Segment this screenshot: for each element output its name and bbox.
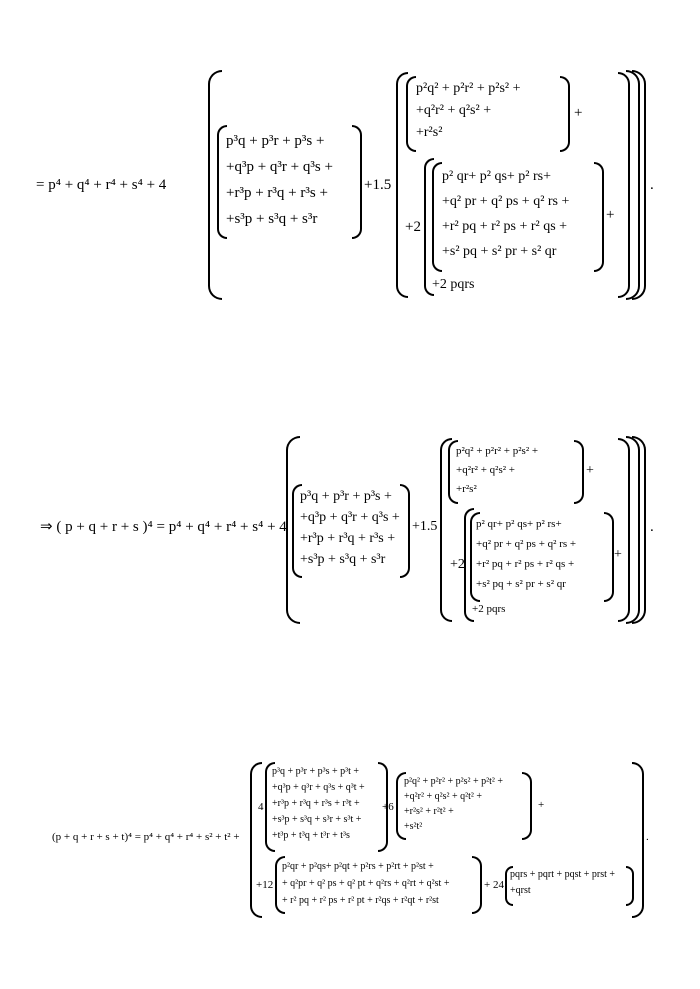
eq1-mixed-line-2: +q² pr + q² ps + q² rs +: [442, 194, 570, 209]
eq2-cubic-line-4: +s³p + s³q + s³r: [300, 552, 386, 567]
eq2-square-right-paren: [574, 440, 584, 504]
eq3-coef-12: +12: [256, 879, 274, 891]
eq2-square-line-3: +r²s²: [456, 483, 477, 495]
eq1-square-line-1: p²q² + p²r² + p²s² +: [416, 81, 521, 96]
eq3-square-terms: [404, 774, 503, 834]
eq2-cubic-line-3: +r³p + r³q + r³s +: [300, 531, 396, 546]
eq1-mixed-line-1: p² qr+ p² qs+ p² rs+: [442, 169, 551, 184]
eq3-square-line-1: p²q² + p²r² + p²s² + p²t² +: [404, 776, 504, 787]
eq2-cubic-right-paren: [400, 484, 410, 578]
eq2-mixed-line-3: +r² pq + r² ps + r² qs +: [476, 558, 575, 570]
eq2-mixed-terms: [476, 514, 576, 594]
eq1-mixed-plus: +: [606, 207, 615, 223]
eq3-coef-4: 4: [258, 801, 264, 813]
eq1-square-terms: [416, 78, 520, 144]
eq3-plus: +: [538, 799, 545, 811]
eq3-quad-line-1: pqrs + pqrt + pqst + prst +: [510, 869, 616, 880]
eq1-lhs: = p⁴ + q⁴ + r⁴ + s⁴ + 4: [36, 177, 167, 193]
eq2-cubic-line-2: +q³p + q³r + q³s +: [300, 510, 400, 525]
eq1-period: .: [650, 177, 654, 193]
eq3-square-line-3: +r²s² + r²t² +: [404, 806, 454, 817]
eq2-mixed-right-paren: [604, 512, 614, 602]
eq3-outer-left-paren: [250, 762, 262, 918]
eq3-coef-6: +6: [382, 801, 394, 813]
eq3-mixed-line-2: + q²pr + q² ps + q² pt + q²rs + q²rt + q²st +: [282, 878, 450, 889]
eq3-quad-right-paren: [626, 866, 634, 906]
eq3-cubic-line-2: +q³p + q³r + q³s + q³t +: [272, 782, 365, 793]
eq1-cubic-right-paren: [352, 125, 362, 239]
eq2-coef-2: +2: [450, 557, 465, 572]
eq3-cubic-line-1: p³q + p³r + p³s + p³t +: [272, 766, 360, 777]
eq3-cubic-line-4: +s³p + s³q + s³r + s³t +: [272, 814, 362, 825]
eq3-mixed-right-paren: [472, 856, 482, 914]
eq1-mixed-line-3: +r² pq + r² ps + r² qs +: [442, 219, 568, 234]
eq2-coef-1-5: +1.5: [412, 519, 438, 534]
eq2-mixed-plus: +: [614, 547, 622, 562]
eq3-coef-24: + 24: [484, 879, 504, 891]
eq1-mixed-right-paren: [594, 162, 604, 272]
eq3-lhs: (p + q + r + s + t)⁴ = p⁴ + q⁴ + r⁴ + s² + t² +: [52, 831, 240, 843]
eq3-cubic-line-3: +r³p + r³q + r³s + r³t +: [272, 798, 360, 809]
eq3-quad-terms: [510, 867, 615, 899]
eq3-cubic-terms: [272, 764, 365, 844]
eq1-mixed-line-4: +s² pq + s² pr + s² qr: [442, 244, 557, 259]
eq2-square-line-1: p²q² + p²r² + p²s² +: [456, 445, 539, 457]
eq2-pqrs: +2 pqrs: [472, 603, 506, 615]
eq1-square-line-3: +r²s²: [416, 125, 443, 140]
eq2-mixed-line-4: +s² pq + s² pr + s² qr: [476, 578, 566, 590]
eq1-square-right-paren: [560, 76, 570, 152]
eq1-outer-right-paren-2: [632, 70, 646, 300]
eq3-mixed-line-1: p²qr + p²qs+ p²qt + p²rs + p²rt + p²st +: [282, 861, 434, 872]
eq3-period: .: [646, 831, 649, 843]
eq2-outer-right-paren-2: [632, 436, 646, 624]
eq2-square-terms: [456, 442, 538, 499]
eq1-mixed-terms: [442, 164, 569, 264]
eq1-cubic-terms: [226, 128, 333, 232]
eq2-inner-right-paren: [618, 438, 630, 622]
eq2-cubic-terms: [300, 486, 400, 570]
eq2-lhs: ⇒ ( p + q + r + s )⁴ = p⁴ + q⁴ + r⁴ + s⁴ + 4: [40, 519, 287, 535]
eq3-mixed-terms: [282, 858, 449, 909]
eq2-mixed-line-2: +q² pr + q² ps + q² rs +: [476, 538, 577, 550]
eq1-cubic-line-1: p³q + p³r + p³s +: [226, 133, 325, 149]
eq2-plus: +: [586, 463, 594, 478]
eq1-coef-1-5: +1.5: [364, 177, 392, 193]
eq1-cubic-line-2: +q³p + q³r + q³s +: [226, 159, 333, 175]
eq1-square-line-2: +q²r² + q²s² +: [416, 103, 492, 118]
eq3-square-right-paren: [522, 772, 532, 840]
eq1-cubic-line-3: +r³p + r³q + r³s +: [226, 185, 328, 201]
eq3-square-line-4: +s²t²: [404, 821, 423, 832]
eq2-period: .: [650, 519, 654, 535]
eq2-cubic-line-1: p³q + p³r + p³s +: [300, 489, 392, 504]
eq3-cubic-line-5: +t³p + t³q + t³r + t³s: [272, 830, 350, 841]
eq1-pqrs: +2 pqrs: [432, 277, 475, 292]
eq1-inner-right-paren: [618, 72, 630, 298]
eq1-coef-2: +2: [405, 219, 421, 235]
eq2-mixed-line-1: p² qr+ p² qs+ p² rs+: [476, 518, 562, 530]
eq2-square-line-2: +q²r² + q²s² +: [456, 464, 515, 476]
eq1-square-left-paren: [406, 76, 416, 152]
eq1-mixed-left-paren: [432, 162, 442, 272]
eq3-quad-line-2: +qrst: [510, 885, 531, 896]
eq3-square-line-2: +q²r² + q²s² + q²t² +: [404, 791, 483, 802]
eq3-mixed-line-3: + r² pq + r² ps + r² pt + r²qs + r²qt + r²st: [282, 895, 439, 906]
eq1-cubic-line-4: +s³p + s³q + s³r: [226, 211, 318, 227]
eq1-plus: +: [574, 105, 583, 121]
